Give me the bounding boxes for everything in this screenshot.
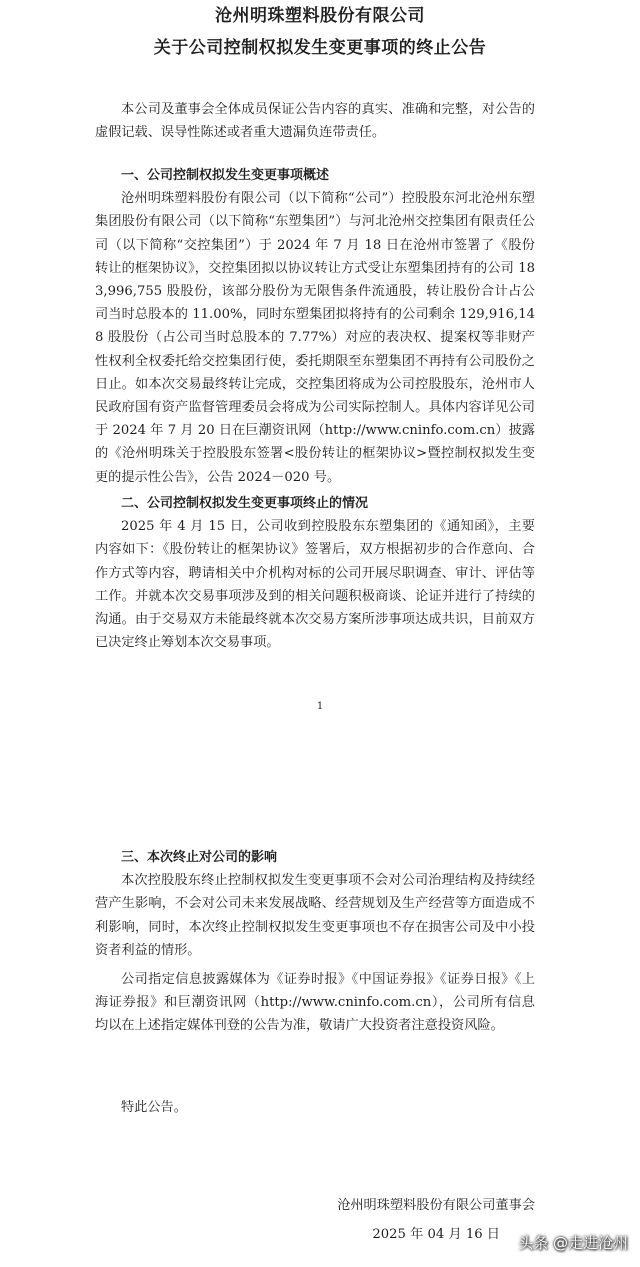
section-1 — [95, 164, 535, 489]
page-number: 1 — [316, 701, 324, 712]
announcement-title: 关于公司控制权拟发生变更事项的终止公告 — [153, 38, 487, 58]
section-1-body: 沧州明珠塑料股份有限公司（以下简称“公司”）控股股东河北沧州东塑集团股份有限公司（以下简称“东塑集团”）与河北沧州交控集团有限责任公司（以下简称“交控集团”）于 2024 年 7 月 18 日在沧州市签署了《股份转让的框架协议》，交控集团拟以协议转让方式受让东塑集团持有的公司 183,996,755 股股份，该部分股份为无限售条件流通股，转让股份合计占公司当时总股本的 11.00%，同时东塑集团拟将持有的公司剩余 129,916,148 股股份（占公司当时总股本的 7.77%）对应的表决权、提案权等非财产性权利全权委托给交控集团行使，委托期限至东塑集团不再持有公司股份之日止。如本次交易最终转让完成，交控集团将成为公司控股股东，沧州市人民政府国有资产监督管理委员会将成为公司实际控制人。具体内容详见公司于 2024 年 7 月 20 日在巨潮资讯网（http://www.cninfo.com.cn）披露的《沧州明珠关于控股股东签署<股份转让的框架协议>暨控制权拟发生变更的提示性公告》，公告 2024－020 号。 — [95, 191, 535, 485]
section-2-body: 2025 年 4 月 15 日，公司收到控股股东东塑集团的《通知函》，主要内容如下：《股份转让的框架协议》签署后，双方根据初步的合作意向、合作方式等内容，聘请相关中介机构对标的公司开展尽职调查、审计、评估等工作。并就本次交易事项涉及到的相关问题积极商谈、论证并进行了持续的沟通。由于交易双方未能最终就本次交易方案所涉事项达成共识，目前双方已决定终止筹划本次交易事项。 — [95, 519, 535, 651]
statement-block — [95, 98, 535, 144]
signature-company: 沧州明珠塑料股份有限公司董事会 — [337, 1198, 535, 1213]
signature-date: 2025 年 04 月 16 日 — [372, 1227, 500, 1242]
closing-remark: 特此公告。 — [121, 1100, 187, 1115]
board-statement: 本公司及董事会全体成员保证公告内容的真实、准确和完整，对公告的虚假记载、误导性陈述或者重大遗漏负连带责任。 — [95, 102, 535, 141]
section-2 — [95, 492, 535, 654]
section-1-heading: 一、公司控制权拟发生变更事项概述 — [121, 168, 330, 183]
section-3 — [95, 846, 535, 1038]
section-3-body: 本次控股股东终止控制权拟发生变更事项不会对公司治理结构及持续经营产生影响，不会对公司未来发展战略、经营规划及生产经营等方面造成不利影响，同时，本次终止控制权拟发生变更事项也不存在损害公司及中小投资者利益的情形。 — [95, 873, 535, 958]
section-2-heading: 二、公司控制权拟发生变更事项终止的情况 — [121, 496, 369, 511]
company-name: 沧州明珠塑料股份有限公司 — [215, 6, 425, 26]
source-watermark: 头条 @走进沧州 — [518, 1234, 628, 1252]
section-3-heading: 三、本次终止对公司的影响 — [121, 850, 278, 865]
media-statement: 公司指定信息披露媒体为《证券时报》《中国证券报》《证券日报》《上海证券报》和巨潮资讯网（http://www.cninfo.com.cn），公司所有信息均以在上述指定媒体刊登的公告为准，敬请广大投资者注意投资风险。 — [95, 972, 535, 1034]
